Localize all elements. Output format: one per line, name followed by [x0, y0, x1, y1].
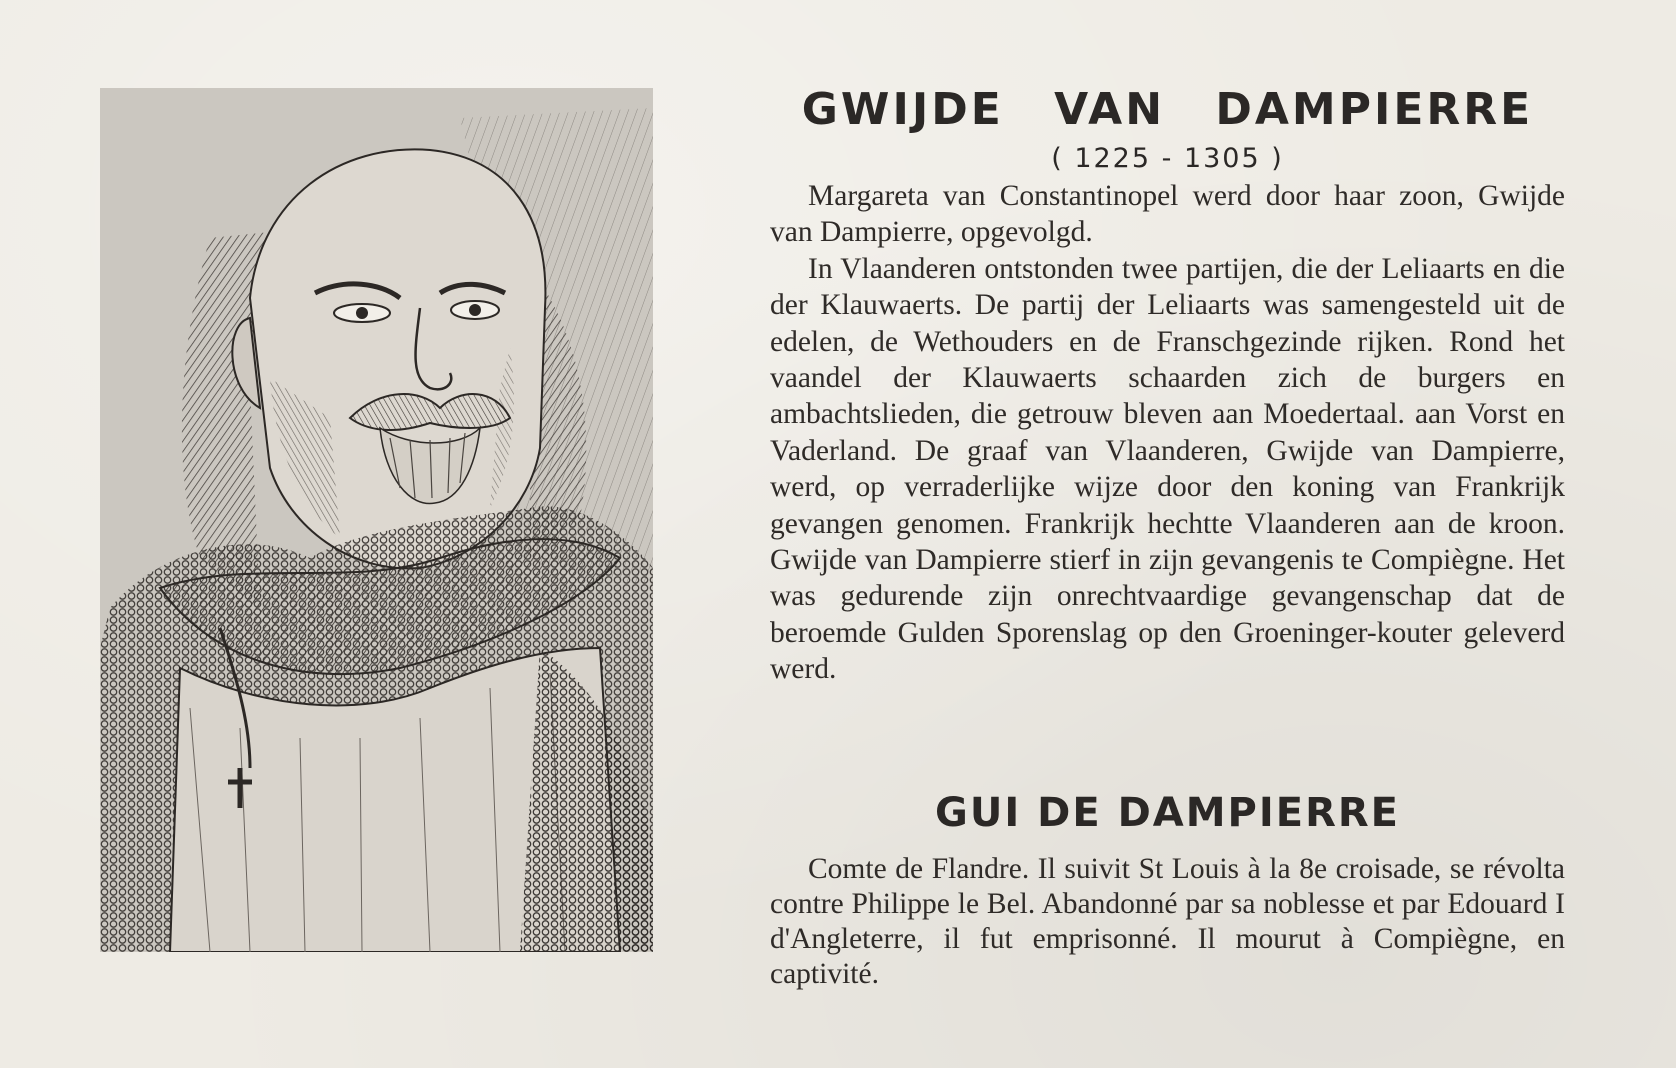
- portrait-engraving: [100, 88, 653, 952]
- french-paragraph: Comte de Flandre. Il suivit St Louis à la 8e croisade, se révolta contre Philippe le Bel. Abandonné par sa noblesse et par Edouard I d'Angleterre, il fut emprisonné. Il mourut à Compiègne, en captivité.: [770, 853, 1565, 990]
- dutch-paragraph: Margareta van Constantinopel werd door haar zoon, Gwijde van Dampierre, opgevolgd.: [770, 180, 1565, 249]
- dutch-paragraph: In Vlaanderen ontstonden twee partijen, die der Leliaarts en die der Klauwaerts. De partij der Leliaarts was samengesteld uit de edelen, de Wethouders en de Franschgezinde rijken. Rond het vaandel der Klauwaerts schaarden zich de burgers en ambachtslieden, die getrouw bleven aan Moedertaal. aan Vorst en Vaderland. De graaf van Vlaanderen, Gwijde van Dampierre, werd, op verraderlijke wijze door den koning van Frankrijk gevangen genomen. Frankrijk hechtte Vlaanderen aan de kroon. Gwijde van Dampierre stierf in zijn gevangenis te Compiègne. Het was gedurende zijn onrechtvaardige gevangenschap dat de beroemde Gulden Sporenslag op den Groeninger-kouter geleverd werd.: [770, 252, 1565, 686]
- subtitle: GUI DE DAMPIERRE: [935, 790, 1400, 836]
- dutch-text-column: [770, 80, 1565, 688]
- dutch-body: [770, 178, 1565, 688]
- life-dates: ( 1225 - 1305 ): [1051, 143, 1284, 174]
- title: GWIJDE VAN DAMPIERRE: [801, 84, 1534, 135]
